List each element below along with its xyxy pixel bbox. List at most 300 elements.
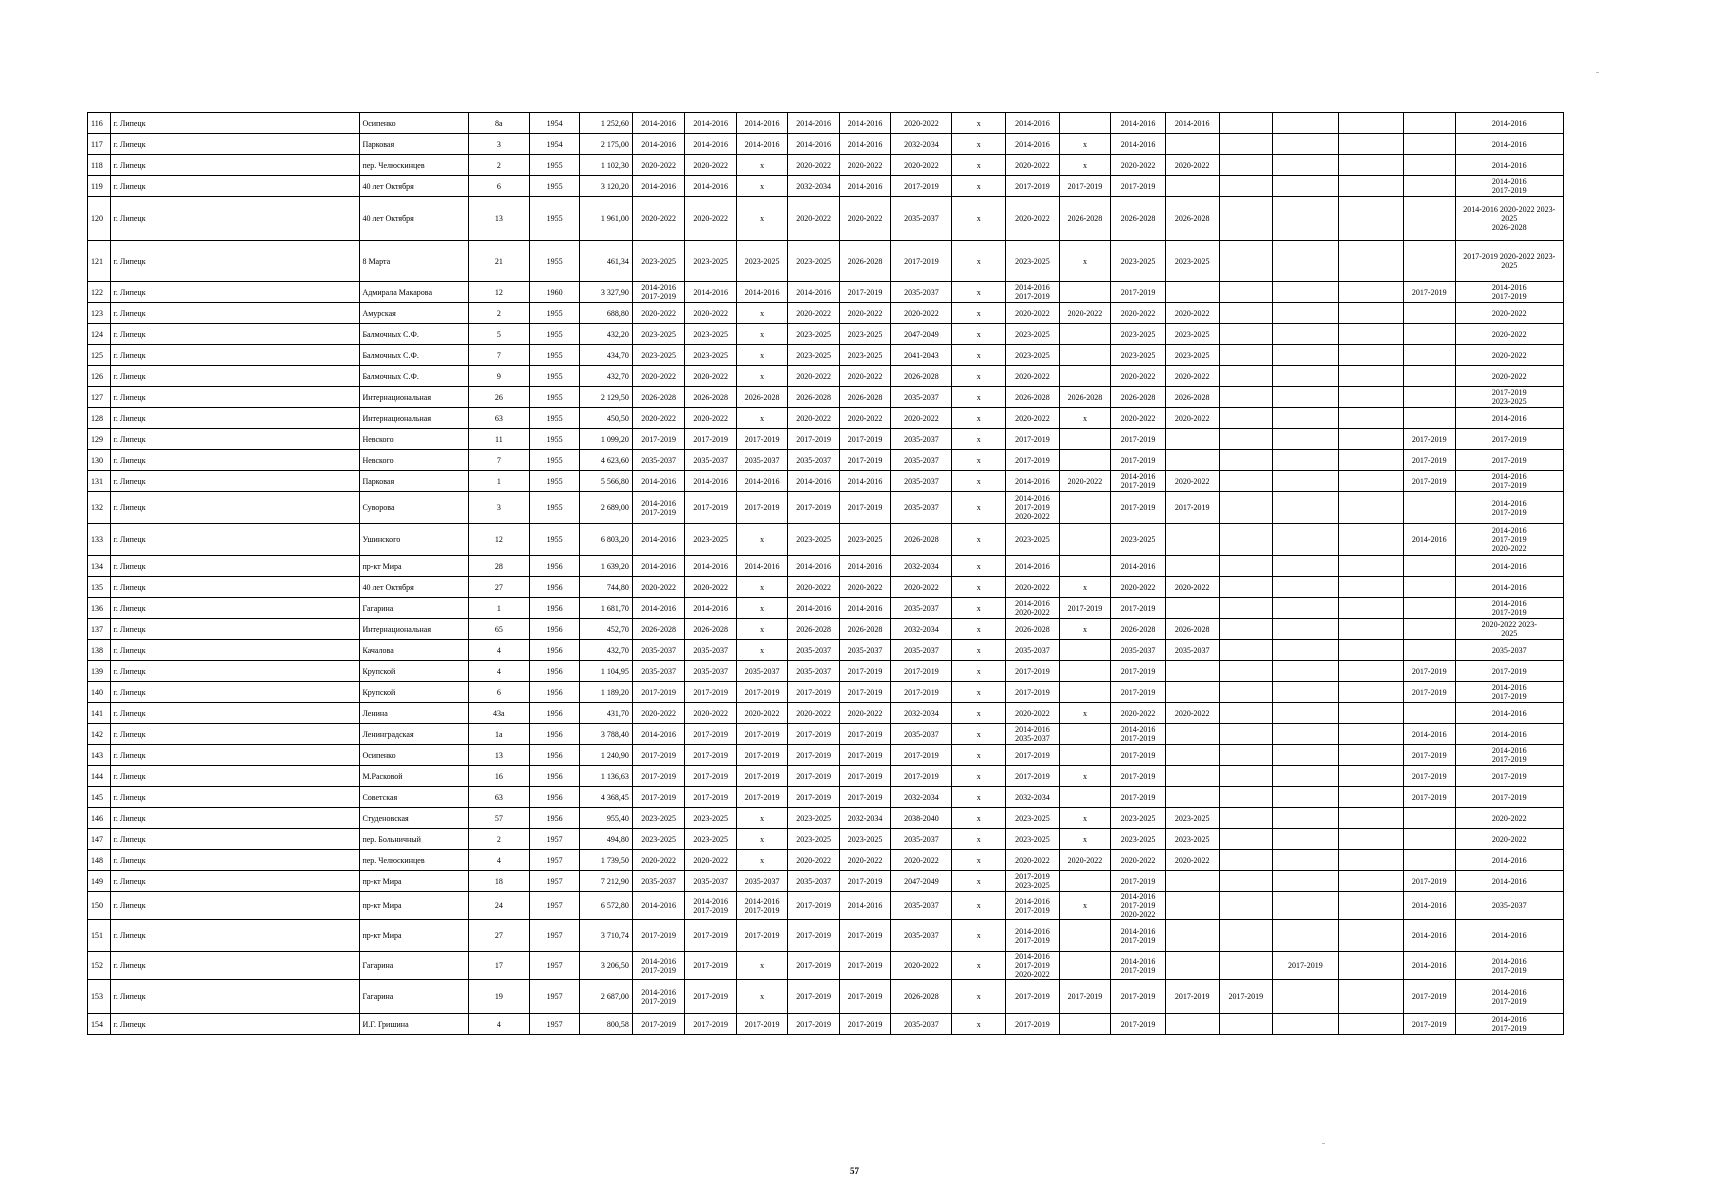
- table-cell: [1273, 282, 1338, 303]
- table-cell: 2017-2019: [788, 787, 839, 808]
- table-cell: 2020-2022: [1111, 577, 1166, 598]
- table-cell: 1 136,63: [580, 766, 633, 787]
- table-cell: х: [736, 980, 787, 1014]
- table-cell: [1219, 366, 1273, 387]
- table-cell: Ленинградская: [360, 724, 468, 745]
- table-cell: х: [952, 366, 1006, 387]
- table-cell: 2020-2022: [685, 197, 736, 241]
- table-cell: [1273, 892, 1338, 920]
- table-cell: 2014-2016 2017-2019: [1455, 176, 1564, 197]
- table-cell: 2014-2016: [1404, 724, 1455, 745]
- table-cell: [1338, 640, 1403, 661]
- table-row: [88, 524, 1564, 556]
- table-cell: 2035-2037: [685, 661, 736, 682]
- table-cell: 2026-2028: [1006, 619, 1060, 640]
- table-cell: 2026-2028: [736, 387, 787, 408]
- table-cell: 2032-2034: [788, 176, 839, 197]
- table-cell: 1955: [529, 197, 579, 241]
- table-cell: 2014-2016: [788, 134, 839, 155]
- table-cell: 2017-2019: [632, 787, 685, 808]
- table-cell: х: [952, 577, 1006, 598]
- table-cell: г. Липецк: [110, 1014, 360, 1035]
- table-cell: х: [1059, 577, 1110, 598]
- table-cell: [1219, 471, 1273, 492]
- table-cell: [1338, 619, 1403, 640]
- table-cell: 2023-2025: [1111, 524, 1166, 556]
- table-cell: г. Липецк: [110, 429, 360, 450]
- table-cell: 2023-2025: [788, 829, 839, 850]
- table-cell: 2035-2037: [891, 724, 952, 745]
- table-cell: 2014-2016: [1165, 113, 1219, 134]
- table-cell: 154: [88, 1014, 111, 1035]
- table-cell: 2017-2019: [1111, 871, 1166, 892]
- table-cell: 2017-2019 2020-2022 2023- 2025: [1455, 241, 1564, 282]
- table-cell: 2014-2016: [1455, 408, 1564, 429]
- table-cell: [1273, 303, 1338, 324]
- table-cell: [1165, 429, 1219, 450]
- table-cell: 2032-2034: [891, 787, 952, 808]
- table-cell: [1165, 661, 1219, 682]
- table-cell: 57: [468, 808, 529, 829]
- table-cell: 2020-2022: [1455, 345, 1564, 366]
- table-cell: [1273, 640, 1338, 661]
- table-row: [88, 408, 1564, 429]
- table-cell: 2014-2016: [788, 556, 839, 577]
- table-cell: 2023-2025: [1006, 808, 1060, 829]
- table-cell: 2035-2037: [891, 598, 952, 619]
- table-cell: 2017-2019: [839, 661, 890, 682]
- table-cell: 2014-2016: [839, 892, 890, 920]
- table-cell: 2014-2016: [1111, 113, 1166, 134]
- table-cell: [1273, 787, 1338, 808]
- table-cell: 123: [88, 303, 111, 324]
- table-cell: х: [1059, 134, 1110, 155]
- table-cell: 2017-2019: [1165, 980, 1219, 1014]
- table-cell: 7: [468, 450, 529, 471]
- table-cell: [1219, 724, 1273, 745]
- table-cell: 65: [468, 619, 529, 640]
- table-cell: [1059, 366, 1110, 387]
- table-cell: 2017-2019: [1006, 450, 1060, 471]
- table-cell: 2014-2016 2017-2019: [632, 492, 685, 524]
- table-cell: [1273, 155, 1338, 176]
- table-cell: х: [952, 429, 1006, 450]
- table-cell: 2017-2019: [788, 766, 839, 787]
- table-cell: [1059, 661, 1110, 682]
- table-cell: Гагарина: [360, 598, 468, 619]
- table-cell: [1219, 871, 1273, 892]
- table-cell: [1273, 577, 1338, 598]
- table-cell: 141: [88, 703, 111, 724]
- table-cell: х: [952, 829, 1006, 850]
- table-cell: [1404, 619, 1455, 640]
- table-cell: 2020-2022: [788, 366, 839, 387]
- table-cell: 2017-2019: [891, 661, 952, 682]
- table-cell: [1273, 197, 1338, 241]
- table-cell: 2020-2022: [632, 703, 685, 724]
- table-cell: 2014-2016: [736, 471, 787, 492]
- table-cell: 432,20: [580, 324, 633, 345]
- table-cell: [1219, 787, 1273, 808]
- table-cell: г. Липецк: [110, 703, 360, 724]
- table-cell: [1059, 345, 1110, 366]
- table-cell: 2014-2016: [1455, 871, 1564, 892]
- table-cell: 2014-2016: [1111, 556, 1166, 577]
- table-cell: 2014-2016: [1455, 850, 1564, 871]
- table-cell: 2014-2016: [736, 113, 787, 134]
- table-cell: 2014-2016 2017-2019: [1006, 282, 1060, 303]
- table-cell: 2014-2016: [788, 471, 839, 492]
- table-cell: 1955: [529, 450, 579, 471]
- table-cell: 2014-2016: [1404, 920, 1455, 952]
- table-cell: Парковая: [360, 134, 468, 155]
- table-cell: 2014-2016: [839, 471, 890, 492]
- table-cell: х: [952, 197, 1006, 241]
- table-cell: г. Липецк: [110, 408, 360, 429]
- table-cell: 2014-2016: [632, 724, 685, 745]
- table-cell: 2035-2037: [1455, 640, 1564, 661]
- table-cell: х: [952, 241, 1006, 282]
- table-cell: 432,70: [580, 366, 633, 387]
- table-cell: Парковая: [360, 471, 468, 492]
- table-row: [88, 345, 1564, 366]
- table-cell: [1059, 871, 1110, 892]
- table-cell: 3: [468, 134, 529, 155]
- table-cell: 132: [88, 492, 111, 524]
- housing-repair-schedule-table: [87, 112, 1564, 1035]
- table-cell: [1338, 682, 1403, 703]
- table-cell: 2020-2022: [1059, 850, 1110, 871]
- table-cell: 130: [88, 450, 111, 471]
- table-cell: 2035-2037: [788, 450, 839, 471]
- table-cell: 2017-2019: [1111, 1014, 1166, 1035]
- table-cell: 2026-2028: [1059, 197, 1110, 241]
- table-cell: 2023-2025: [788, 808, 839, 829]
- table-cell: 2017-2019: [1059, 598, 1110, 619]
- table-cell: 2026-2028: [1111, 387, 1166, 408]
- table-cell: г. Липецк: [110, 808, 360, 829]
- table-cell: [1219, 556, 1273, 577]
- table-cell: [1338, 724, 1403, 745]
- table-cell: [1273, 829, 1338, 850]
- table-cell: х: [952, 787, 1006, 808]
- table-cell: 2020-2022: [1111, 703, 1166, 724]
- table-cell: 2032-2034: [1006, 787, 1060, 808]
- table-cell: 2020-2022: [1165, 366, 1219, 387]
- table-cell: 1 189,20: [580, 682, 633, 703]
- table-cell: х: [1059, 766, 1110, 787]
- table-cell: 2014-2016: [788, 113, 839, 134]
- table-cell: 2017-2019: [891, 745, 952, 766]
- table-cell: 144: [88, 766, 111, 787]
- table-cell: Невского: [360, 450, 468, 471]
- table-cell: 2 129,50: [580, 387, 633, 408]
- table-cell: 2014-2016 2017-2019: [685, 892, 736, 920]
- table-cell: 2023-2025: [839, 829, 890, 850]
- table-cell: 2017-2019: [1404, 661, 1455, 682]
- table-cell: 1957: [529, 850, 579, 871]
- table-row: [88, 920, 1564, 952]
- table-cell: 2017-2019: [1006, 661, 1060, 682]
- table-cell: 2023-2025: [839, 524, 890, 556]
- table-cell: 27: [468, 577, 529, 598]
- table-cell: [1338, 952, 1403, 980]
- table-cell: 2020-2022: [891, 303, 952, 324]
- table-cell: [1219, 134, 1273, 155]
- table-cell: 2023-2025: [632, 324, 685, 345]
- table-cell: 151: [88, 920, 111, 952]
- table-cell: 2026-2028: [632, 387, 685, 408]
- table-cell: 2035-2037: [685, 450, 736, 471]
- table-cell: х: [952, 471, 1006, 492]
- table-cell: 2017-2019: [1404, 471, 1455, 492]
- table-cell: 2017-2019: [685, 1014, 736, 1035]
- table-cell: х: [952, 134, 1006, 155]
- table-cell: 2020-2022: [632, 197, 685, 241]
- table-cell: 1957: [529, 1014, 579, 1035]
- table-cell: 2023-2025: [788, 324, 839, 345]
- table-cell: 2023-2025: [632, 808, 685, 829]
- table-cell: 116: [88, 113, 111, 134]
- table-cell: [1219, 408, 1273, 429]
- table-cell: 1956: [529, 598, 579, 619]
- table-cell: 6: [468, 682, 529, 703]
- table-cell: 2026-2028: [891, 366, 952, 387]
- table-cell: 3 710,74: [580, 920, 633, 952]
- table-row: [88, 1014, 1564, 1035]
- table-cell: Советская: [360, 787, 468, 808]
- table-cell: 452,70: [580, 619, 633, 640]
- table-cell: г. Липецк: [110, 134, 360, 155]
- table-cell: г. Липецк: [110, 197, 360, 241]
- table-cell: 148: [88, 850, 111, 871]
- table-cell: 1957: [529, 952, 579, 980]
- table-cell: 2017-2019: [736, 429, 787, 450]
- table-cell: [1338, 492, 1403, 524]
- table-cell: х: [952, 282, 1006, 303]
- table-row: [88, 598, 1564, 619]
- table-cell: х: [736, 303, 787, 324]
- table-cell: 2023-2025: [1006, 524, 1060, 556]
- table-cell: 2020-2022: [1455, 324, 1564, 345]
- table-cell: [1165, 766, 1219, 787]
- table-cell: [1338, 176, 1403, 197]
- table-cell: 2017-2019: [839, 450, 890, 471]
- table-cell: 2017-2019: [839, 952, 890, 980]
- table-cell: 4: [468, 661, 529, 682]
- table-cell: 2020-2022: [685, 303, 736, 324]
- table-cell: [1059, 724, 1110, 745]
- table-cell: г. Липецк: [110, 850, 360, 871]
- table-cell: [1165, 920, 1219, 952]
- table-cell: 2035-2037: [891, 829, 952, 850]
- table-cell: х: [736, 577, 787, 598]
- table-cell: 2014-2016: [1455, 577, 1564, 598]
- table-cell: х: [952, 345, 1006, 366]
- table-cell: 2017-2019: [891, 176, 952, 197]
- table-cell: г. Липецк: [110, 450, 360, 471]
- table-cell: [1404, 197, 1455, 241]
- table-cell: 2017-2019: [685, 745, 736, 766]
- table-cell: 2020-2022: [685, 155, 736, 176]
- table-cell: 4: [468, 850, 529, 871]
- table-cell: х: [736, 850, 787, 871]
- table-cell: 2014-2016: [1006, 113, 1060, 134]
- table-cell: М.Расковой: [360, 766, 468, 787]
- table-cell: 744,80: [580, 577, 633, 598]
- table-row: [88, 387, 1564, 408]
- table-cell: г. Липецк: [110, 787, 360, 808]
- table-cell: 2014-2016: [632, 556, 685, 577]
- table-cell: 2020-2022: [788, 577, 839, 598]
- table-cell: 2014-2016 2017-2019: [1455, 952, 1564, 980]
- table-cell: 2014-2016: [1404, 952, 1455, 980]
- table-cell: 2032-2034: [891, 556, 952, 577]
- table-cell: 63: [468, 408, 529, 429]
- table-cell: [1219, 450, 1273, 471]
- table-cell: 2023-2025: [632, 345, 685, 366]
- table-cell: [1273, 980, 1338, 1014]
- table-cell: 2020-2022: [1006, 850, 1060, 871]
- table-cell: 1955: [529, 303, 579, 324]
- table-cell: х: [1059, 619, 1110, 640]
- table-cell: 2020-2022: [1455, 303, 1564, 324]
- table-cell: 2014-2016: [632, 113, 685, 134]
- table-cell: пер. Челюскинцев: [360, 850, 468, 871]
- table-cell: х: [952, 303, 1006, 324]
- table-cell: х: [736, 197, 787, 241]
- table-cell: 2047-2049: [891, 324, 952, 345]
- table-cell: 2017-2019: [788, 1014, 839, 1035]
- table-cell: х: [1059, 703, 1110, 724]
- table-cell: 2017-2019: [1404, 787, 1455, 808]
- table-cell: 2020-2022: [1455, 366, 1564, 387]
- table-cell: [1404, 134, 1455, 155]
- table-cell: 126: [88, 366, 111, 387]
- table-cell: 2014-2016: [839, 113, 890, 134]
- table-cell: пер. Больничный: [360, 829, 468, 850]
- table-cell: 2020-2022: [891, 952, 952, 980]
- table-cell: 2017-2019: [1455, 429, 1564, 450]
- table-cell: 1956: [529, 577, 579, 598]
- table-cell: 2017-2019: [839, 871, 890, 892]
- table-cell: г. Липецк: [110, 492, 360, 524]
- table-cell: г. Липецк: [110, 640, 360, 661]
- table-cell: 2017-2019: [632, 745, 685, 766]
- table-cell: Осипенко: [360, 745, 468, 766]
- table-cell: 127: [88, 387, 111, 408]
- table-cell: 2032-2034: [891, 703, 952, 724]
- table-cell: 2014-2016: [839, 134, 890, 155]
- table-row: [88, 850, 1564, 871]
- table-cell: 2014-2016: [685, 282, 736, 303]
- table-row: [88, 197, 1564, 241]
- table-cell: 2017-2019: [1006, 682, 1060, 703]
- table-cell: 2020-2022: [1111, 303, 1166, 324]
- table-cell: [1165, 745, 1219, 766]
- table-cell: [1273, 1014, 1338, 1035]
- table-cell: [1059, 524, 1110, 556]
- table-cell: 2035-2037: [736, 871, 787, 892]
- table-cell: 2017-2019: [1111, 282, 1166, 303]
- table-cell: [1338, 282, 1403, 303]
- table-cell: [1219, 155, 1273, 176]
- table-cell: 2017-2019: [839, 724, 890, 745]
- table-cell: [1219, 661, 1273, 682]
- table-cell: 1 961,00: [580, 197, 633, 241]
- table-cell: 1 099,20: [580, 429, 633, 450]
- table-cell: [1338, 366, 1403, 387]
- table-cell: 2: [468, 303, 529, 324]
- table-cell: [1338, 598, 1403, 619]
- table-cell: [1059, 787, 1110, 808]
- table-cell: 1954: [529, 113, 579, 134]
- table-cell: 2023-2025: [736, 241, 787, 282]
- table-cell: 2020-2022: [632, 366, 685, 387]
- table-cell: 3: [468, 492, 529, 524]
- table-cell: 134: [88, 556, 111, 577]
- table-row: [88, 492, 1564, 524]
- table-cell: 2020-2022 2023- 2025: [1455, 619, 1564, 640]
- table-cell: [1338, 303, 1403, 324]
- table-cell: 147: [88, 829, 111, 850]
- table-cell: х: [952, 703, 1006, 724]
- table-cell: 2017-2019: [632, 429, 685, 450]
- table-cell: 1957: [529, 871, 579, 892]
- table-cell: 2020-2022: [891, 408, 952, 429]
- table-cell: 2014-2016: [1455, 703, 1564, 724]
- table-cell: г. Липецк: [110, 829, 360, 850]
- table-cell: 2020-2022: [891, 577, 952, 598]
- table-cell: г. Липецк: [110, 920, 360, 952]
- table-cell: 125: [88, 345, 111, 366]
- table-cell: 2026-2028: [685, 387, 736, 408]
- table-cell: 2017-2019 2023-2025: [1006, 871, 1060, 892]
- table-cell: [1219, 113, 1273, 134]
- table-cell: 2020-2022: [1165, 408, 1219, 429]
- table-cell: 153: [88, 980, 111, 1014]
- table-cell: 2020-2022: [1165, 471, 1219, 492]
- table-cell: г. Липецк: [110, 952, 360, 980]
- table-cell: [1338, 345, 1403, 366]
- table-cell: Качалова: [360, 640, 468, 661]
- table-cell: 150: [88, 892, 111, 920]
- table-cell: 2023-2025: [632, 241, 685, 282]
- table-cell: 24: [468, 892, 529, 920]
- table-cell: [1165, 724, 1219, 745]
- table-cell: пр-кт Мира: [360, 920, 468, 952]
- table-cell: 2017-2019: [1273, 952, 1338, 980]
- table-cell: Балмочных С.Ф.: [360, 345, 468, 366]
- table-cell: 1955: [529, 176, 579, 197]
- table-cell: [1338, 113, 1403, 134]
- table-cell: 2035-2037: [788, 661, 839, 682]
- table-row: [88, 980, 1564, 1014]
- table-cell: 2017-2019: [1404, 871, 1455, 892]
- table-cell: Ушинского: [360, 524, 468, 556]
- table-cell: 2020-2022: [1006, 155, 1060, 176]
- table-cell: [1404, 324, 1455, 345]
- table-cell: [1219, 345, 1273, 366]
- table-cell: 2026-2028: [788, 619, 839, 640]
- table-cell: 2017-2019: [685, 724, 736, 745]
- table-cell: 26: [468, 387, 529, 408]
- table-cell: 2020-2022: [1111, 366, 1166, 387]
- table-cell: [1404, 366, 1455, 387]
- table-cell: [1165, 598, 1219, 619]
- table-cell: 2023-2025: [1111, 345, 1166, 366]
- table-cell: 2020-2022: [1165, 303, 1219, 324]
